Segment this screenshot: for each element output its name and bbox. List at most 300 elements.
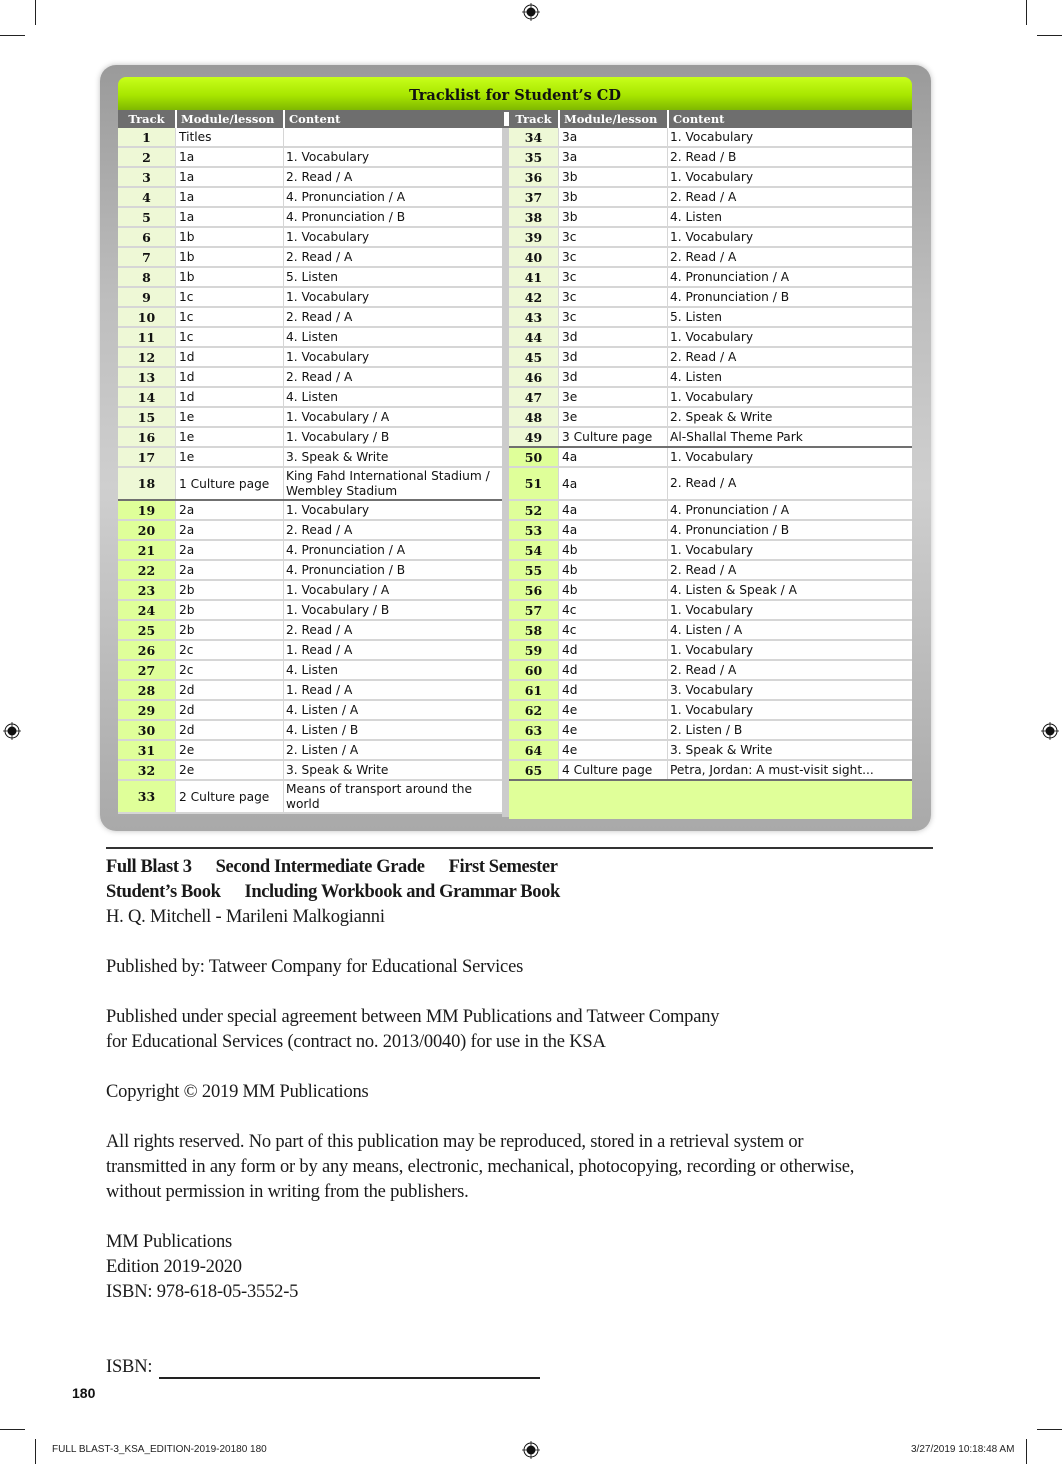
content-cell: 2. Read / A bbox=[667, 561, 912, 579]
track-cell: 5 bbox=[118, 208, 175, 226]
content-cell: 4. Pronunciation / A bbox=[283, 541, 502, 559]
track-cell: 9 bbox=[118, 288, 175, 306]
module-cell: 2a bbox=[175, 521, 283, 539]
module-cell: 3c bbox=[558, 228, 667, 246]
content-cell: 1. Vocabulary bbox=[667, 228, 912, 246]
module-cell: 1d bbox=[175, 368, 283, 386]
module-cell: 1b bbox=[175, 248, 283, 266]
content-cell: 4. Pronunciation / B bbox=[667, 521, 912, 539]
content-cell: 1. Vocabulary bbox=[283, 348, 502, 366]
track-cell: 24 bbox=[118, 601, 175, 619]
track-cell: 54 bbox=[509, 541, 558, 559]
table-row bbox=[509, 448, 912, 468]
module-cell: 2 Culture page bbox=[175, 781, 283, 812]
table-row bbox=[509, 428, 912, 448]
crop-mark bbox=[1037, 35, 1062, 36]
table-row bbox=[118, 621, 502, 641]
content-cell: 2. Listen / B bbox=[667, 721, 912, 739]
table-row bbox=[118, 428, 502, 448]
content-cell: 4. Listen / A bbox=[667, 621, 912, 639]
content-cell: Means of transport around the world bbox=[283, 781, 502, 812]
track-cell: 51 bbox=[509, 468, 558, 499]
content-cell: 3. Vocabulary bbox=[667, 681, 912, 699]
content-cell: 5. Listen bbox=[283, 268, 502, 286]
table-row bbox=[118, 308, 502, 328]
track-cell: 31 bbox=[118, 741, 175, 759]
table-row bbox=[118, 641, 502, 661]
track-cell: 23 bbox=[118, 581, 175, 599]
track-cell: 29 bbox=[118, 701, 175, 719]
registration-mark-icon bbox=[3, 722, 21, 740]
content-cell: 1. Vocabulary bbox=[283, 288, 502, 306]
track-cell: 30 bbox=[118, 721, 175, 739]
track-cell: 25 bbox=[118, 621, 175, 639]
isbn: ISBN: 978-618-05-3552-5 bbox=[106, 1282, 299, 1302]
table-header bbox=[118, 110, 502, 128]
rights-line-2: transmitted in any form or by any means, electronic, mechanical, photocopying, recording or otherwise, bbox=[106, 1157, 855, 1177]
module-cell: 1d bbox=[175, 388, 283, 406]
content-cell: 1. Vocabulary bbox=[667, 601, 912, 619]
table-row bbox=[118, 468, 502, 501]
tracklist-title: Tracklist for Student’s CD bbox=[409, 87, 621, 104]
content-cell: 2. Read / B bbox=[667, 148, 912, 166]
track-cell: 60 bbox=[509, 661, 558, 679]
track-cell: 35 bbox=[509, 148, 558, 166]
track-cell: 49 bbox=[509, 428, 558, 446]
table-row bbox=[118, 268, 502, 288]
content-cell: 4. Listen bbox=[667, 368, 912, 386]
module-cell: 4a bbox=[558, 501, 667, 519]
table-row bbox=[509, 641, 912, 661]
table-row bbox=[118, 208, 502, 228]
table-row bbox=[509, 581, 912, 601]
module-cell: 2b bbox=[175, 621, 283, 639]
module-cell: 3a bbox=[558, 128, 667, 146]
table-filler bbox=[509, 781, 912, 819]
table-row bbox=[118, 501, 502, 521]
module-cell: 4b bbox=[558, 581, 667, 599]
track-cell: 15 bbox=[118, 408, 175, 426]
isbn-blank-label: ISBN: bbox=[106, 1357, 153, 1377]
table-row bbox=[509, 741, 912, 761]
content-cell: 1. Vocabulary / A bbox=[283, 581, 502, 599]
table-row bbox=[118, 368, 502, 388]
track-cell: 58 bbox=[509, 621, 558, 639]
module-cell: 4d bbox=[558, 681, 667, 699]
content-cell: 1. Vocabulary / B bbox=[283, 601, 502, 619]
track-cell: 12 bbox=[118, 348, 175, 366]
content-cell: 4. Listen bbox=[283, 388, 502, 406]
table-row bbox=[509, 368, 912, 388]
table-body bbox=[509, 128, 912, 781]
table-row bbox=[118, 288, 502, 308]
table-row bbox=[509, 761, 912, 781]
module-cell: 3c bbox=[558, 248, 667, 266]
module-cell: 4 Culture page bbox=[558, 761, 667, 779]
module-cell: 3e bbox=[558, 408, 667, 426]
module-cell: 1c bbox=[175, 288, 283, 306]
table-row bbox=[509, 268, 912, 288]
table-row bbox=[118, 348, 502, 368]
track-cell: 46 bbox=[509, 368, 558, 386]
content-cell: 1. Vocabulary / A bbox=[283, 408, 502, 426]
module-cell: 3e bbox=[558, 388, 667, 406]
table-row bbox=[118, 248, 502, 268]
track-cell: 64 bbox=[509, 741, 558, 759]
copyright: Copyright © 2019 MM Publications bbox=[106, 1082, 369, 1102]
track-cell: 63 bbox=[509, 721, 558, 739]
content-cell: 1. Vocabulary bbox=[667, 448, 912, 466]
content-cell: 2. Read / A bbox=[283, 621, 502, 639]
module-cell: 3c bbox=[558, 308, 667, 326]
content-cell: 3. Speak & Write bbox=[667, 741, 912, 759]
table-row bbox=[509, 501, 912, 521]
content-cell: 4. Pronunciation / A bbox=[283, 188, 502, 206]
content-cell: 4. Pronunciation / A bbox=[667, 501, 912, 519]
track-cell: 14 bbox=[118, 388, 175, 406]
content-cell: 1. Vocabulary bbox=[283, 148, 502, 166]
module-cell: 2c bbox=[175, 641, 283, 659]
table-row bbox=[118, 448, 502, 468]
divider-rule bbox=[106, 847, 933, 849]
content-cell: 2. Read / A bbox=[667, 188, 912, 206]
registration-mark-icon bbox=[1041, 722, 1059, 740]
module-cell: 2e bbox=[175, 741, 283, 759]
column-separator bbox=[502, 110, 509, 817]
track-cell: 57 bbox=[509, 601, 558, 619]
crop-mark bbox=[1026, 0, 1027, 25]
track-cell: 42 bbox=[509, 288, 558, 306]
module-cell: 4a bbox=[558, 468, 667, 499]
table-row bbox=[509, 561, 912, 581]
tracklist-left-column bbox=[118, 110, 502, 814]
content-cell: 4. Listen bbox=[283, 328, 502, 346]
content-cell: 1. Vocabulary bbox=[667, 541, 912, 559]
content-cell: King Fahd International Stadium / Wembley Stadium bbox=[283, 468, 502, 499]
column-separator bbox=[502, 110, 509, 128]
module-cell: 1e bbox=[175, 448, 283, 466]
track-cell: 10 bbox=[118, 308, 175, 326]
content-cell: 2. Read / A bbox=[283, 521, 502, 539]
module-cell: 3c bbox=[558, 288, 667, 306]
content-cell: 3. Speak & Write bbox=[283, 448, 502, 466]
module-cell: 1e bbox=[175, 428, 283, 446]
track-cell: 65 bbox=[509, 761, 558, 779]
track-cell: 37 bbox=[509, 188, 558, 206]
table-row bbox=[509, 128, 912, 148]
content-cell: 2. Read / A bbox=[667, 468, 912, 499]
track-cell: 11 bbox=[118, 328, 175, 346]
track-cell: 3 bbox=[118, 168, 175, 186]
content-cell: 1. Vocabulary / B bbox=[283, 428, 502, 446]
tracklist-right-column bbox=[509, 110, 912, 819]
module-cell: 2a bbox=[175, 561, 283, 579]
table-row bbox=[118, 328, 502, 348]
module-cell: 2d bbox=[175, 681, 283, 699]
table-row bbox=[118, 521, 502, 541]
content-cell: 4. Listen / B bbox=[283, 721, 502, 739]
crop-mark bbox=[35, 0, 36, 25]
content-cell: 2. Read / A bbox=[283, 168, 502, 186]
content-cell: 5. Listen bbox=[667, 308, 912, 326]
table-row bbox=[118, 541, 502, 561]
module-cell: 3d bbox=[558, 348, 667, 366]
table-row bbox=[509, 288, 912, 308]
track-cell: 28 bbox=[118, 681, 175, 699]
module-cell: 1 Culture page bbox=[175, 468, 283, 499]
content-cell: 1. Read / A bbox=[283, 641, 502, 659]
module-cell: 2a bbox=[175, 541, 283, 559]
module-cell: 4a bbox=[558, 521, 667, 539]
content-cell: 2. Read / A bbox=[667, 348, 912, 366]
module-cell: 3 Culture page bbox=[558, 428, 667, 446]
content-cell: 1. Vocabulary bbox=[283, 501, 502, 519]
track-cell: 62 bbox=[509, 701, 558, 719]
content-cell: 2. Read / A bbox=[667, 661, 912, 679]
module-cell: 2a bbox=[175, 501, 283, 519]
table-row bbox=[118, 561, 502, 581]
table-row bbox=[509, 721, 912, 741]
table-row bbox=[509, 601, 912, 621]
module-cell: 3c bbox=[558, 268, 667, 286]
content-cell: 1. Vocabulary bbox=[667, 701, 912, 719]
table-row bbox=[509, 328, 912, 348]
module-cell: 1b bbox=[175, 268, 283, 286]
table-row bbox=[509, 168, 912, 188]
table-row bbox=[118, 741, 502, 761]
module-cell: Titles bbox=[175, 128, 283, 146]
module-cell: 2d bbox=[175, 701, 283, 719]
content-cell: 4. Pronunciation / A bbox=[667, 268, 912, 286]
header-content: Content bbox=[283, 110, 502, 128]
content-cell: 4. Listen bbox=[283, 661, 502, 679]
table-row bbox=[118, 681, 502, 701]
book-includes: Including Workbook and Grammar Book bbox=[244, 882, 560, 902]
track-cell: 16 bbox=[118, 428, 175, 446]
crop-mark bbox=[0, 1429, 25, 1430]
imprint-title-line bbox=[106, 857, 558, 878]
table-row bbox=[118, 188, 502, 208]
track-cell: 26 bbox=[118, 641, 175, 659]
track-cell: 47 bbox=[509, 388, 558, 406]
module-cell: 1c bbox=[175, 308, 283, 326]
track-cell: 34 bbox=[509, 128, 558, 146]
edition: Edition 2019-2020 bbox=[106, 1257, 242, 1277]
slug-filename: FULL BLAST-3_KSA_EDITION-2019-20180 180 bbox=[52, 1444, 267, 1455]
module-cell: 3d bbox=[558, 368, 667, 386]
table-body bbox=[118, 128, 502, 814]
track-cell: 56 bbox=[509, 581, 558, 599]
track-cell: 18 bbox=[118, 468, 175, 499]
crop-mark bbox=[35, 1439, 36, 1464]
table-row bbox=[118, 408, 502, 428]
semester: First Semester bbox=[448, 857, 558, 877]
agreement-line-1: Published under special agreement between MM Publications and Tatweer Company bbox=[106, 1007, 720, 1027]
module-cell: 3d bbox=[558, 328, 667, 346]
table-row bbox=[509, 621, 912, 641]
grade: Second Intermediate Grade bbox=[215, 857, 425, 877]
content-cell: 3. Speak & Write bbox=[283, 761, 502, 779]
track-cell: 40 bbox=[509, 248, 558, 266]
table-row bbox=[509, 541, 912, 561]
book-type: Student’s Book bbox=[106, 882, 221, 902]
module-cell: 2c bbox=[175, 661, 283, 679]
isbn-blank-line bbox=[159, 1377, 540, 1379]
track-cell: 8 bbox=[118, 268, 175, 286]
table-row bbox=[509, 681, 912, 701]
content-cell bbox=[283, 128, 502, 146]
track-cell: 43 bbox=[509, 308, 558, 326]
module-cell: 4b bbox=[558, 541, 667, 559]
module-cell: 2b bbox=[175, 601, 283, 619]
track-cell: 50 bbox=[509, 448, 558, 466]
content-cell: 2. Read / A bbox=[283, 248, 502, 266]
table-row bbox=[118, 701, 502, 721]
content-cell: 1. Vocabulary bbox=[667, 168, 912, 186]
track-cell: 19 bbox=[118, 501, 175, 519]
content-cell: 4. Listen / A bbox=[283, 701, 502, 719]
table-row bbox=[509, 468, 912, 501]
track-cell: 59 bbox=[509, 641, 558, 659]
header-module: Module/lesson bbox=[558, 110, 667, 128]
content-cell: 4. Pronunciation / B bbox=[667, 288, 912, 306]
table-row bbox=[118, 661, 502, 681]
crop-mark bbox=[1037, 1429, 1062, 1430]
crop-mark bbox=[0, 35, 25, 36]
book-title: Full Blast 3 bbox=[106, 857, 192, 877]
rights-line-1: All rights reserved. No part of this publication may be reproduced, stored in a retrieval system or bbox=[106, 1132, 804, 1152]
content-cell: 2. Read / A bbox=[667, 248, 912, 266]
header-module: Module/lesson bbox=[175, 110, 283, 128]
slug-timestamp: 3/27/2019 10:18:48 AM bbox=[911, 1444, 1015, 1455]
module-cell: 4a bbox=[558, 448, 667, 466]
table-row bbox=[118, 148, 502, 168]
table-row bbox=[509, 208, 912, 228]
module-cell: 3b bbox=[558, 188, 667, 206]
authors: H. Q. Mitchell - Marileni Malkogianni bbox=[106, 907, 385, 927]
table-row bbox=[509, 148, 912, 168]
table-row bbox=[509, 308, 912, 328]
table-row bbox=[509, 188, 912, 208]
module-cell: 1e bbox=[175, 408, 283, 426]
track-cell: 33 bbox=[118, 781, 175, 812]
module-cell: 2e bbox=[175, 761, 283, 779]
header-track: Track bbox=[128, 112, 165, 126]
track-cell: 61 bbox=[509, 681, 558, 699]
module-cell: 4e bbox=[558, 721, 667, 739]
table-row bbox=[118, 781, 502, 814]
track-cell: 41 bbox=[509, 268, 558, 286]
module-cell: 4d bbox=[558, 661, 667, 679]
module-cell: 1a bbox=[175, 168, 283, 186]
track-cell: 48 bbox=[509, 408, 558, 426]
header-track: Track bbox=[515, 112, 552, 126]
rights-line-3: without permission in writing from the publishers. bbox=[106, 1182, 469, 1202]
content-cell: 1. Vocabulary bbox=[667, 128, 912, 146]
track-cell: 6 bbox=[118, 228, 175, 246]
track-cell: 21 bbox=[118, 541, 175, 559]
published-by: Published by: Tatweer Company for Educational Services bbox=[106, 957, 524, 977]
registration-mark-icon bbox=[522, 3, 540, 21]
content-cell: 1. Read / A bbox=[283, 681, 502, 699]
module-cell: 2b bbox=[175, 581, 283, 599]
content-cell: 1. Vocabulary bbox=[667, 328, 912, 346]
table-row bbox=[509, 348, 912, 368]
table-header bbox=[509, 110, 912, 128]
track-cell: 53 bbox=[509, 521, 558, 539]
module-cell: 3b bbox=[558, 168, 667, 186]
module-cell: 1b bbox=[175, 228, 283, 246]
content-cell: 4. Listen bbox=[667, 208, 912, 226]
module-cell: 3b bbox=[558, 208, 667, 226]
table-row bbox=[509, 408, 912, 428]
content-cell: Al-Shallal Theme Park bbox=[667, 428, 912, 446]
track-cell: 17 bbox=[118, 448, 175, 466]
track-cell: 4 bbox=[118, 188, 175, 206]
module-cell: 4c bbox=[558, 601, 667, 619]
module-cell: 4e bbox=[558, 701, 667, 719]
content-cell: 2. Speak & Write bbox=[667, 408, 912, 426]
content-cell: 4. Listen & Speak / A bbox=[667, 581, 912, 599]
table-row bbox=[509, 521, 912, 541]
table-row bbox=[118, 128, 502, 148]
table-row bbox=[118, 721, 502, 741]
table-row bbox=[118, 581, 502, 601]
module-cell: 4e bbox=[558, 741, 667, 759]
table-row bbox=[118, 168, 502, 188]
module-cell: 2d bbox=[175, 721, 283, 739]
track-cell: 52 bbox=[509, 501, 558, 519]
registration-mark-icon bbox=[522, 1441, 540, 1459]
module-cell: 4c bbox=[558, 621, 667, 639]
track-cell: 55 bbox=[509, 561, 558, 579]
agreement-line-2: for Educational Services (contract no. 2013/0040) for use in the KSA bbox=[106, 1032, 606, 1052]
table-row bbox=[509, 388, 912, 408]
content-cell: 2. Read / A bbox=[283, 368, 502, 386]
publisher-name: MM Publications bbox=[106, 1232, 232, 1252]
module-cell: 1c bbox=[175, 328, 283, 346]
header-content: Content bbox=[667, 110, 912, 128]
track-cell: 36 bbox=[509, 168, 558, 186]
track-cell: 20 bbox=[118, 521, 175, 539]
table-row bbox=[118, 388, 502, 408]
module-cell: 1d bbox=[175, 348, 283, 366]
track-cell: 7 bbox=[118, 248, 175, 266]
module-cell: 3a bbox=[558, 148, 667, 166]
content-cell: 1. Vocabulary bbox=[283, 228, 502, 246]
module-cell: 4d bbox=[558, 641, 667, 659]
content-cell: Petra, Jordan: A must-visit sight... bbox=[667, 761, 912, 779]
table-row bbox=[509, 228, 912, 248]
track-cell: 38 bbox=[509, 208, 558, 226]
content-cell: 2. Read / A bbox=[283, 308, 502, 326]
track-cell: 13 bbox=[118, 368, 175, 386]
module-cell: 1a bbox=[175, 208, 283, 226]
module-cell: 4b bbox=[558, 561, 667, 579]
content-cell: 4. Pronunciation / B bbox=[283, 208, 502, 226]
content-cell: 2. Listen / A bbox=[283, 741, 502, 759]
track-cell: 45 bbox=[509, 348, 558, 366]
table-row bbox=[118, 761, 502, 781]
table-row bbox=[509, 661, 912, 681]
module-cell: 1a bbox=[175, 188, 283, 206]
page-number: 180 bbox=[72, 1385, 96, 1401]
table-row bbox=[509, 248, 912, 268]
table-row bbox=[118, 601, 502, 621]
content-cell: 1. Vocabulary bbox=[667, 641, 912, 659]
track-cell: 39 bbox=[509, 228, 558, 246]
module-cell: 1a bbox=[175, 148, 283, 166]
